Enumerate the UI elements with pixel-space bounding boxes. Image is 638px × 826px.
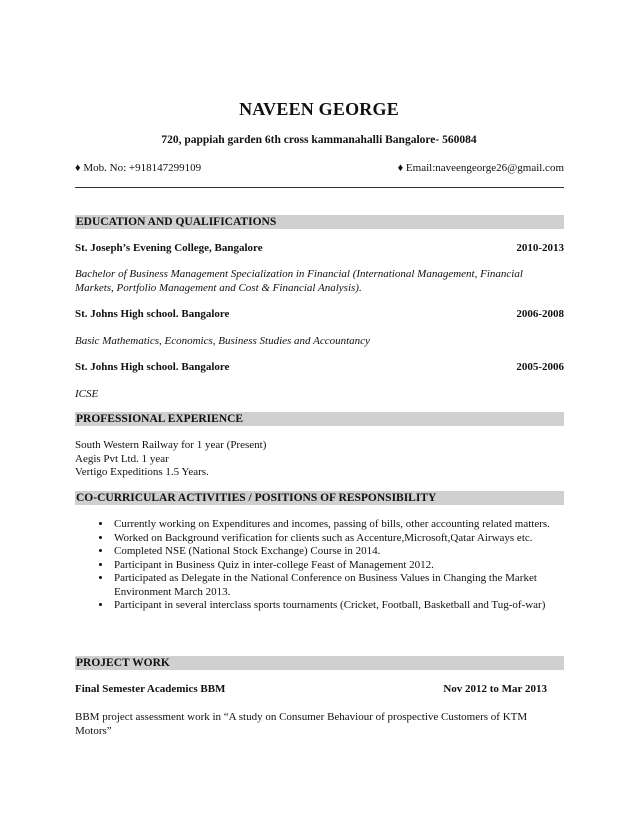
education-years: 2005-2006 — [516, 361, 564, 373]
list-item: • Participated as Delegate in the National Conference on Business Values in Changing the Market Environment March 2013. — [112, 572, 582, 599]
list-item: • Currently working on Expenditures and incomes, passing of bills, other accounting related matters. — [112, 518, 582, 532]
section-heading-education: EDUCATION AND QUALIFICATIONS — [75, 215, 564, 229]
institution-name: St. Johns High school. Bangalore — [75, 308, 230, 320]
education-years: 2010-2013 — [516, 242, 564, 254]
header-divider — [75, 187, 564, 188]
project-entry — [75, 683, 547, 695]
candidate-name: NAVEEN GEORGE — [239, 99, 399, 119]
experience-line: Vertigo Expeditions 1.5 Years. — [75, 466, 209, 478]
education-years: 2006-2008 — [516, 308, 564, 320]
activities-list — [94, 518, 582, 613]
project-description: BBM project assessment work in “A study on Consumer Behaviour of prospective Customers of KTM Motors” — [75, 711, 528, 737]
section-heading-experience: PROFESSIONAL EXPERIENCE — [75, 412, 564, 426]
section-heading-activities: CO-CURRICULAR ACTIVITIES / POSITIONS OF RESPONSIBILITY — [75, 491, 564, 505]
experience-line: Aegis Pvt Ltd. 1 year — [75, 453, 169, 465]
email-address: ♦ Email:naveengeorge26@gmail.com — [397, 162, 564, 174]
list-item: • Participant in several interclass sports tournaments (Cricket, Football, Basketball and Tug-of-war) — [112, 599, 582, 613]
education-entry-1 — [75, 242, 564, 254]
list-item: • Participant in Business Quiz in inter-college Feast of Management 2012. — [112, 559, 582, 573]
project-title: Final Semester Academics BBM — [75, 683, 226, 695]
mobile-number: ♦ Mob. No: +918147299109 — [75, 162, 202, 174]
education-details: Basic Mathematics, Economics, Business Studies and Accountancy — [75, 335, 370, 347]
institution-name: St. Johns High school. Bangalore — [75, 361, 230, 373]
education-entry-2 — [75, 308, 564, 320]
list-item: • Completed NSE (National Stock Exchange) Course in 2014. — [112, 545, 582, 559]
education-details: Bachelor of Business Management Specialization in Financial (International Management, Financial Markets, Portfolio Management and Cost & Financial Analysis). — [75, 268, 523, 294]
institution-name: St. Joseph’s Evening College, Bangalore — [75, 242, 263, 254]
list-item: • Worked on Background verification for clients such as Accenture,Microsoft,Qatar Airways etc. — [112, 532, 582, 546]
experience-line: South Western Railway for 1 year (Present) — [75, 439, 267, 451]
address-line: 720, pappiah garden 6th cross kammanahalli Bangalore- 560084 — [161, 134, 477, 146]
education-details: ICSE — [75, 388, 99, 400]
education-entry-3 — [75, 361, 564, 373]
project-dates: Nov 2012 to Mar 2013 — [443, 683, 547, 695]
section-heading-project: PROJECT WORK — [75, 656, 564, 670]
